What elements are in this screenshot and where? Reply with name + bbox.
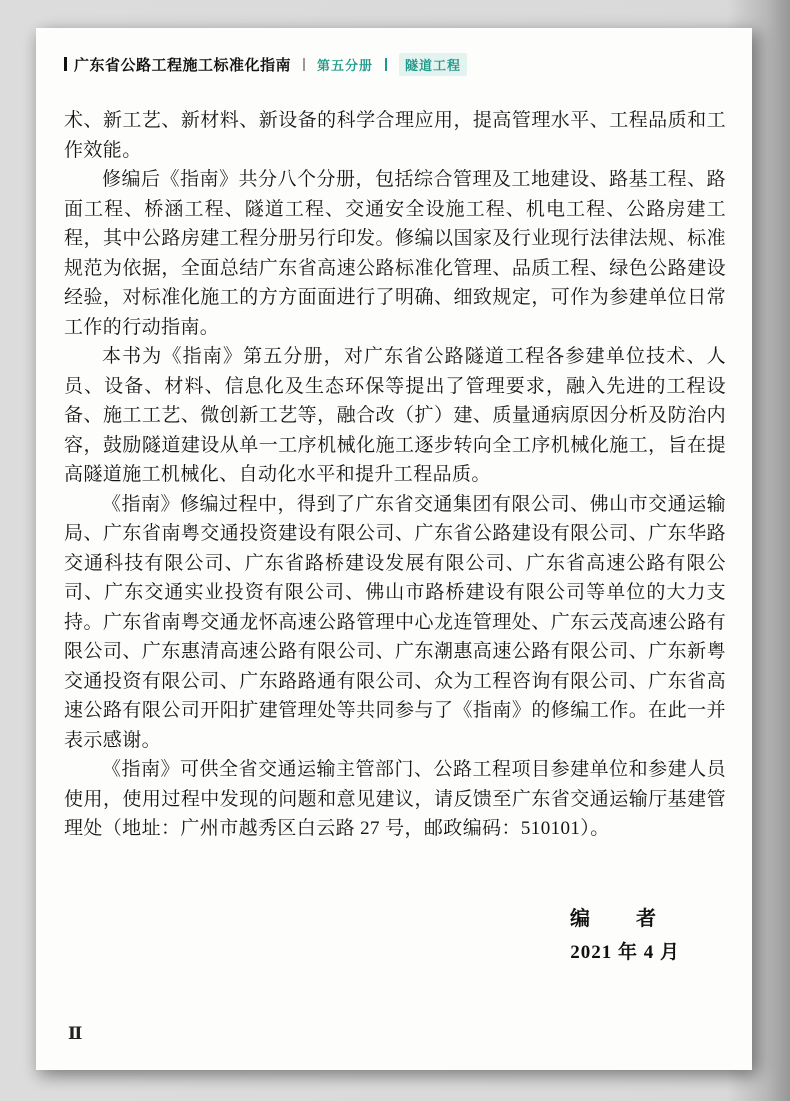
paragraph: 本书为《指南》第五分册，对广东省公路隧道工程各参建单位技术、人员、设备、材料、信息化及生态环保等提出了管理要求，融入先进的工程设备、施工工艺、微创新工艺等，融合改（扩）建、质量通病原因分析及防治内容，鼓励隧道建设从单一工序机械化施工逐步转向全工序机械化施工，旨在提高隧道施工机械化、自动化水平和提升工程品质。 bbox=[64, 346, 726, 485]
signature-date: 2021 年 4 月 bbox=[570, 941, 680, 963]
page-header bbox=[64, 54, 726, 74]
header-left-bar bbox=[64, 57, 67, 71]
page-number: Ⅱ bbox=[68, 1024, 83, 1043]
signature-block bbox=[64, 902, 726, 964]
header-separator-teal bbox=[385, 58, 387, 71]
paragraph: 修编后《指南》共分八个分册，包括综合管理及工地建设、路基工程、路面工程、桥涵工程、隧道工程、交通安全设施工程、机电工程、公路房建工程，其中公路房建工程分册另行印发。修编以国家及行业现行法律法规、标准规范为依据，全面总结广东省高速公路标准化管理、品质工程、绿色公路建设经验，对标准化施工的方方面面进行了明确、细致规定，可作为参建单位日常工作的行动指南。 bbox=[64, 169, 726, 338]
body-text bbox=[64, 106, 726, 844]
header-volume: 第五分册 bbox=[317, 57, 374, 73]
paragraph: 术、新工艺、新材料、新设备的科学合理应用，提高管理水平、工程品质和工作效能。 bbox=[64, 110, 726, 161]
header-topic-badge: 隧道工程 bbox=[399, 53, 467, 76]
header-separator bbox=[303, 58, 305, 71]
signature-author: 编 者 bbox=[570, 907, 658, 930]
paragraph: 《指南》可供全省交通运输主管部门、公路工程项目参建单位和参建人员使用，使用过程中发现的问题和意见建议，请反馈至广东省交通运输厅基建管理处（地址：广州市越秀区白云路 27 号，邮政编码：510101）。 bbox=[64, 759, 726, 839]
paragraph: 《指南》修编过程中，得到了广东省交通集团有限公司、佛山市交通运输局、广东省南粤交通投资建设有限公司、广东省公路建设有限公司、广东华路交通科技有限公司、广东省路桥建设发展有限公司、广东省高速公路有限公司、广东交通实业投资有限公司、佛山市路桥建设有限公司等单位的大力支持。广东省南粤交通龙怀高速公路管理中心龙连管理处、广东云茂高速公路有限公司、广东惠清高速公路有限公司、广东潮惠高速公路有限公司、广东新粤交通投资有限公司、广东路路通有限公司、众为工程咨询有限公司、广东省高速公路有限公司开阳扩建管理处等共同参与了《指南》的修编工作。在此一并表示感谢。 bbox=[64, 493, 726, 751]
document-page bbox=[36, 28, 752, 1070]
header-title: 广东省公路工程施工标准化指南 bbox=[74, 56, 292, 74]
